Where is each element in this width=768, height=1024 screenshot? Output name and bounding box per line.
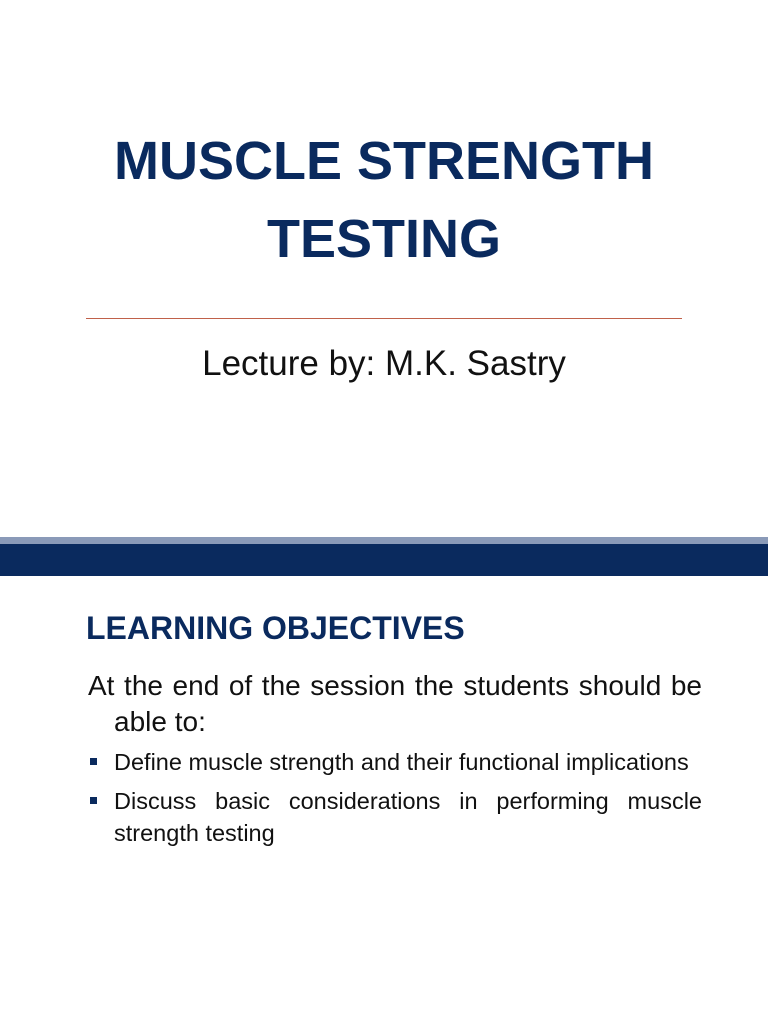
objective-text: Discuss basic considerations in performing muscle strength testing [114,788,702,846]
title-divider [86,318,682,319]
objectives-list [88,746,702,849]
objective-item [88,785,702,849]
objectives-heading: LEARNING OBJECTIVES [86,610,465,646]
slide-band-light [0,537,768,544]
objectives-body [88,668,702,856]
objectives-intro: At the end of the session the students should be able to: [88,670,702,737]
slide-band-navy [0,544,768,576]
slide-title: MUSCLE STRENGTH TESTING [114,131,654,269]
lecturer-subtitle: Lecture by: M.K. Sastry [202,344,566,383]
square-bullet-icon [90,758,97,765]
square-bullet-icon [90,797,97,804]
objective-item [88,746,702,778]
objective-text: Define muscle strength and their functional implications [114,749,689,775]
